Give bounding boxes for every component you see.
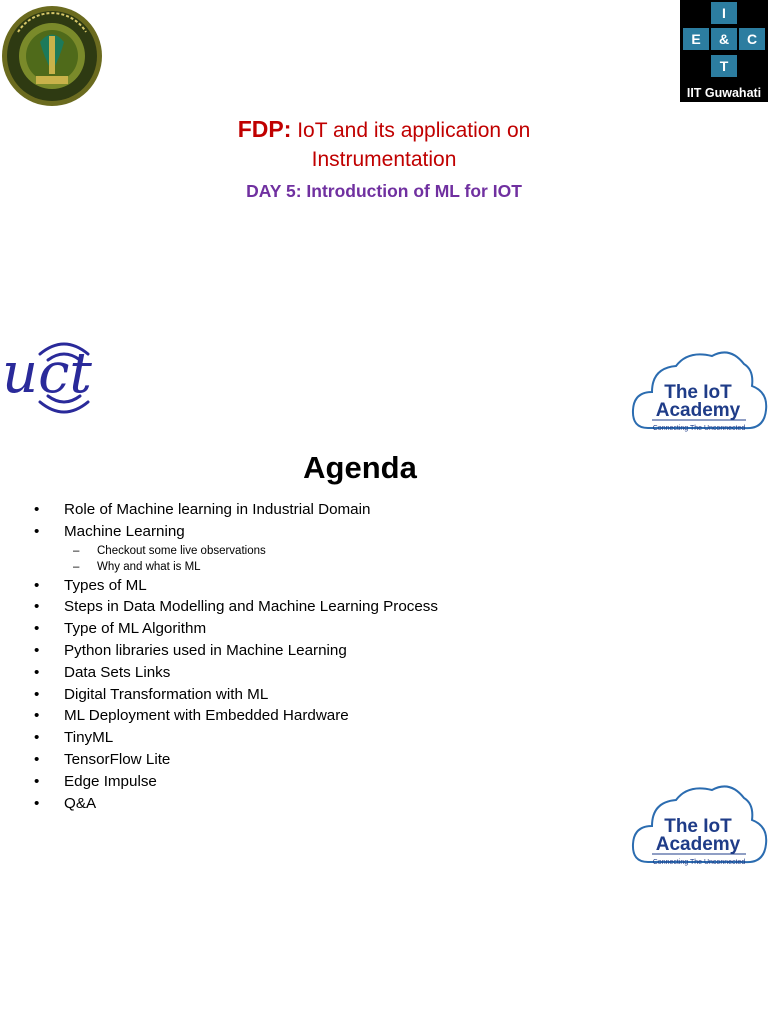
iit-guwahati-caption: IIT Guwahati bbox=[686, 86, 762, 100]
uct-logo bbox=[2, 330, 142, 420]
iot-academy-logo bbox=[630, 782, 768, 870]
logo-letter-i: I bbox=[711, 2, 737, 24]
list-item: • Python libraries used in Machine Learning bbox=[0, 640, 438, 662]
list-item: • Q&A bbox=[0, 793, 438, 815]
iot-academy-tagline: Connecting The Unconnected bbox=[652, 425, 746, 432]
sub-list-item: – Why and what is ML bbox=[0, 559, 438, 575]
page-title-line2: Instrumentation bbox=[311, 148, 457, 171]
list-item: • Edge Impulse bbox=[0, 771, 438, 793]
page-subtitle: DAY 5: Introduction of ML for IOT bbox=[246, 181, 522, 201]
sub-list-item: – Checkout some live observations bbox=[0, 543, 438, 559]
iot-academy-line2: Academy bbox=[655, 400, 741, 421]
title-prefix: FDP: bbox=[237, 116, 292, 142]
logo-ampersand: & bbox=[711, 28, 737, 50]
logo-letter-c: C bbox=[739, 28, 765, 50]
list-item: • Steps in Data Modelling and Machine Learning Process bbox=[0, 596, 438, 618]
iot-academy-line2: Academy bbox=[655, 834, 741, 855]
logo-letter-e: E bbox=[683, 28, 709, 50]
iot-academy-line1: The IoT bbox=[664, 382, 732, 403]
agenda-list bbox=[0, 499, 438, 814]
university-seal-logo bbox=[0, 2, 104, 112]
list-item: • Data Sets Links bbox=[0, 662, 438, 684]
list-item: • ML Deployment with Embedded Hardware bbox=[0, 705, 438, 727]
page-title-line1 bbox=[0, 114, 768, 146]
agenda-heading: Agenda bbox=[303, 450, 417, 485]
list-item: • TensorFlow Lite bbox=[0, 749, 438, 771]
list-item: • Role of Machine learning in Industrial Domain bbox=[0, 499, 438, 521]
sub-list-container bbox=[0, 543, 438, 575]
list-item: • Types of ML bbox=[0, 575, 438, 597]
iot-academy-tagline: Connecting The Unconnected bbox=[652, 859, 746, 866]
list-item: • Digital Transformation with ML bbox=[0, 684, 438, 706]
iit-guwahati-logo bbox=[680, 0, 768, 102]
sub-list bbox=[0, 543, 438, 575]
list-item: • Machine Learning bbox=[0, 521, 438, 543]
list-item: • Type of ML Algorithm bbox=[0, 618, 438, 640]
uct-logo-text: uct bbox=[2, 341, 92, 406]
logo-letter-t: T bbox=[711, 55, 737, 77]
iot-academy-line1: The IoT bbox=[664, 816, 732, 837]
title-line1-text: IoT and its application on bbox=[291, 119, 531, 142]
list-item: • TinyML bbox=[0, 727, 438, 749]
iot-academy-logo bbox=[630, 348, 768, 436]
